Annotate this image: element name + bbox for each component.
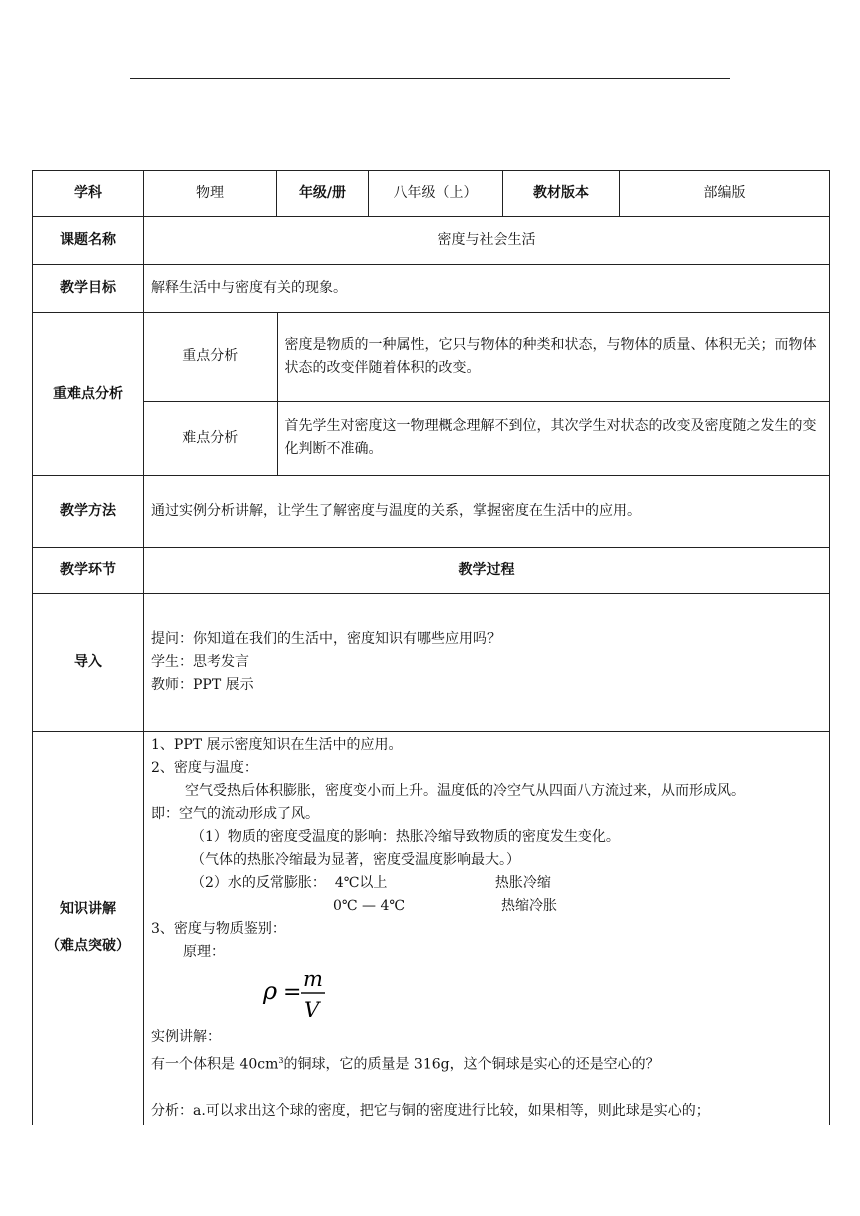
header-rule xyxy=(130,78,730,79)
knowledge-label-cell xyxy=(33,732,144,1125)
difficulty-analysis-label: 难点分析 xyxy=(144,401,277,475)
formula-numerator: m xyxy=(303,967,323,991)
subject-label: 学科 xyxy=(33,171,144,217)
grade-value: 八年级（上） xyxy=(369,171,503,217)
key-points-cell xyxy=(144,313,830,476)
example-superscript: 3 xyxy=(278,1056,284,1065)
anomaly-label: （2）水的反常膨胀： xyxy=(191,875,326,891)
anomaly-range-above-4: 4℃以上 xyxy=(334,875,388,891)
edition-label: 教材版本 xyxy=(503,171,620,217)
density-formula xyxy=(151,964,822,1026)
formula-denominator: V xyxy=(304,998,320,1022)
density-formula-graphic xyxy=(259,962,339,1024)
method-row xyxy=(33,476,830,548)
knowledge-content xyxy=(144,732,830,1125)
method-label: 教学方法 xyxy=(33,476,144,548)
goal-row xyxy=(33,265,830,313)
key-points-label: 重难点分析 xyxy=(33,313,144,476)
knowledge-line xyxy=(151,895,822,918)
subject-value: 物理 xyxy=(144,171,277,217)
formula-equals: = xyxy=(283,980,302,1005)
knowledge-line xyxy=(151,1049,822,1077)
knowledge-line: 实例讲解： xyxy=(151,1029,221,1045)
method-value: 通过实例分析讲解，让学生了解密度与温度的关系，掌握密度在生活中的应用。 xyxy=(144,476,830,548)
knowledge-line: 1、PPT 展示密度知识在生活中的应用。 xyxy=(151,737,403,753)
knowledge-line: 3、密度与物质鉴别： xyxy=(151,921,286,937)
anomaly-range-0-4: 0℃ — 4℃ xyxy=(333,898,406,914)
goal-value: 解释生活中与密度有关的现象。 xyxy=(144,265,830,313)
lesson-plan-table xyxy=(32,170,830,1125)
intro-line: 教师：PPT 展示 xyxy=(151,677,254,693)
goal-label: 教学目标 xyxy=(33,265,144,313)
anomaly-rule-0-4: 热缩冷胀 xyxy=(501,898,557,914)
example-text-b: 的铜球，它的质量是 316g，这个铜球是实心的还是空心的？ xyxy=(283,1056,660,1073)
intro-content xyxy=(144,594,830,732)
anomaly-rule-above-4: 热胀冷缩 xyxy=(494,875,551,891)
header-row xyxy=(33,171,830,217)
knowledge-line: 空气受热后体积膨胀，密度变小而上升。温度低的冷空气从四面八方流过来，从而形成风。 xyxy=(185,783,745,799)
key-analysis-label: 重点分析 xyxy=(144,313,277,401)
knowledge-line: （气体的热胀冷缩最为显著，密度受温度影响最大。） xyxy=(191,852,520,868)
knowledge-line: （1）物质的密度受温度的影响：热胀冷缩导致物质的密度发生变化。 xyxy=(191,829,620,845)
key-points-subtable xyxy=(144,313,829,475)
topic-row xyxy=(33,217,830,265)
intro-row xyxy=(33,594,830,732)
knowledge-line: 原理： xyxy=(183,944,225,960)
topic-value: 密度与社会生活 xyxy=(144,217,830,265)
intro-line: 提问：你知道在我们的生活中，密度知识有哪些应用吗？ xyxy=(151,631,501,647)
process-label: 教学过程 xyxy=(144,548,830,594)
process-header-row xyxy=(33,548,830,594)
formula-rho: ρ xyxy=(263,977,278,1005)
key-points-row xyxy=(33,313,830,476)
intro-line: 学生：思考发言 xyxy=(151,654,249,670)
knowledge-row xyxy=(33,732,830,1125)
difficulty-analysis-text: 首先学生对密度这一物理概念理解不到位，其次学生对状态的改变及密度随之发生的变化判断不准确。 xyxy=(277,401,829,475)
process-stage-label: 教学环节 xyxy=(33,548,144,594)
knowledge-line: 分析：a.可以求出这个球的密度，把它与铜的密度进行比较，如果相等，则此球是实心的； xyxy=(151,1102,710,1119)
knowledge-line: 即：空气的流动形成了风。 xyxy=(151,806,319,822)
edition-value: 部编版 xyxy=(620,171,830,217)
key-analysis-text: 密度是物质的一种属性，它只与物体的种类和状态，与物体的质量、体积无关；而物体状态的改变伴随着体积的改变。 xyxy=(284,336,817,376)
grade-label: 年级/册 xyxy=(277,171,369,217)
knowledge-line: 2、密度与温度： xyxy=(151,760,258,776)
intro-label: 导入 xyxy=(33,594,144,732)
knowledge-label: 知识讲解 xyxy=(60,901,116,918)
topic-label: 课题名称 xyxy=(33,217,144,265)
example-text-a: 有一个体积是 40cm xyxy=(151,1056,279,1073)
knowledge-line xyxy=(151,872,822,895)
knowledge-sublabel: （难点突破） xyxy=(46,938,130,955)
